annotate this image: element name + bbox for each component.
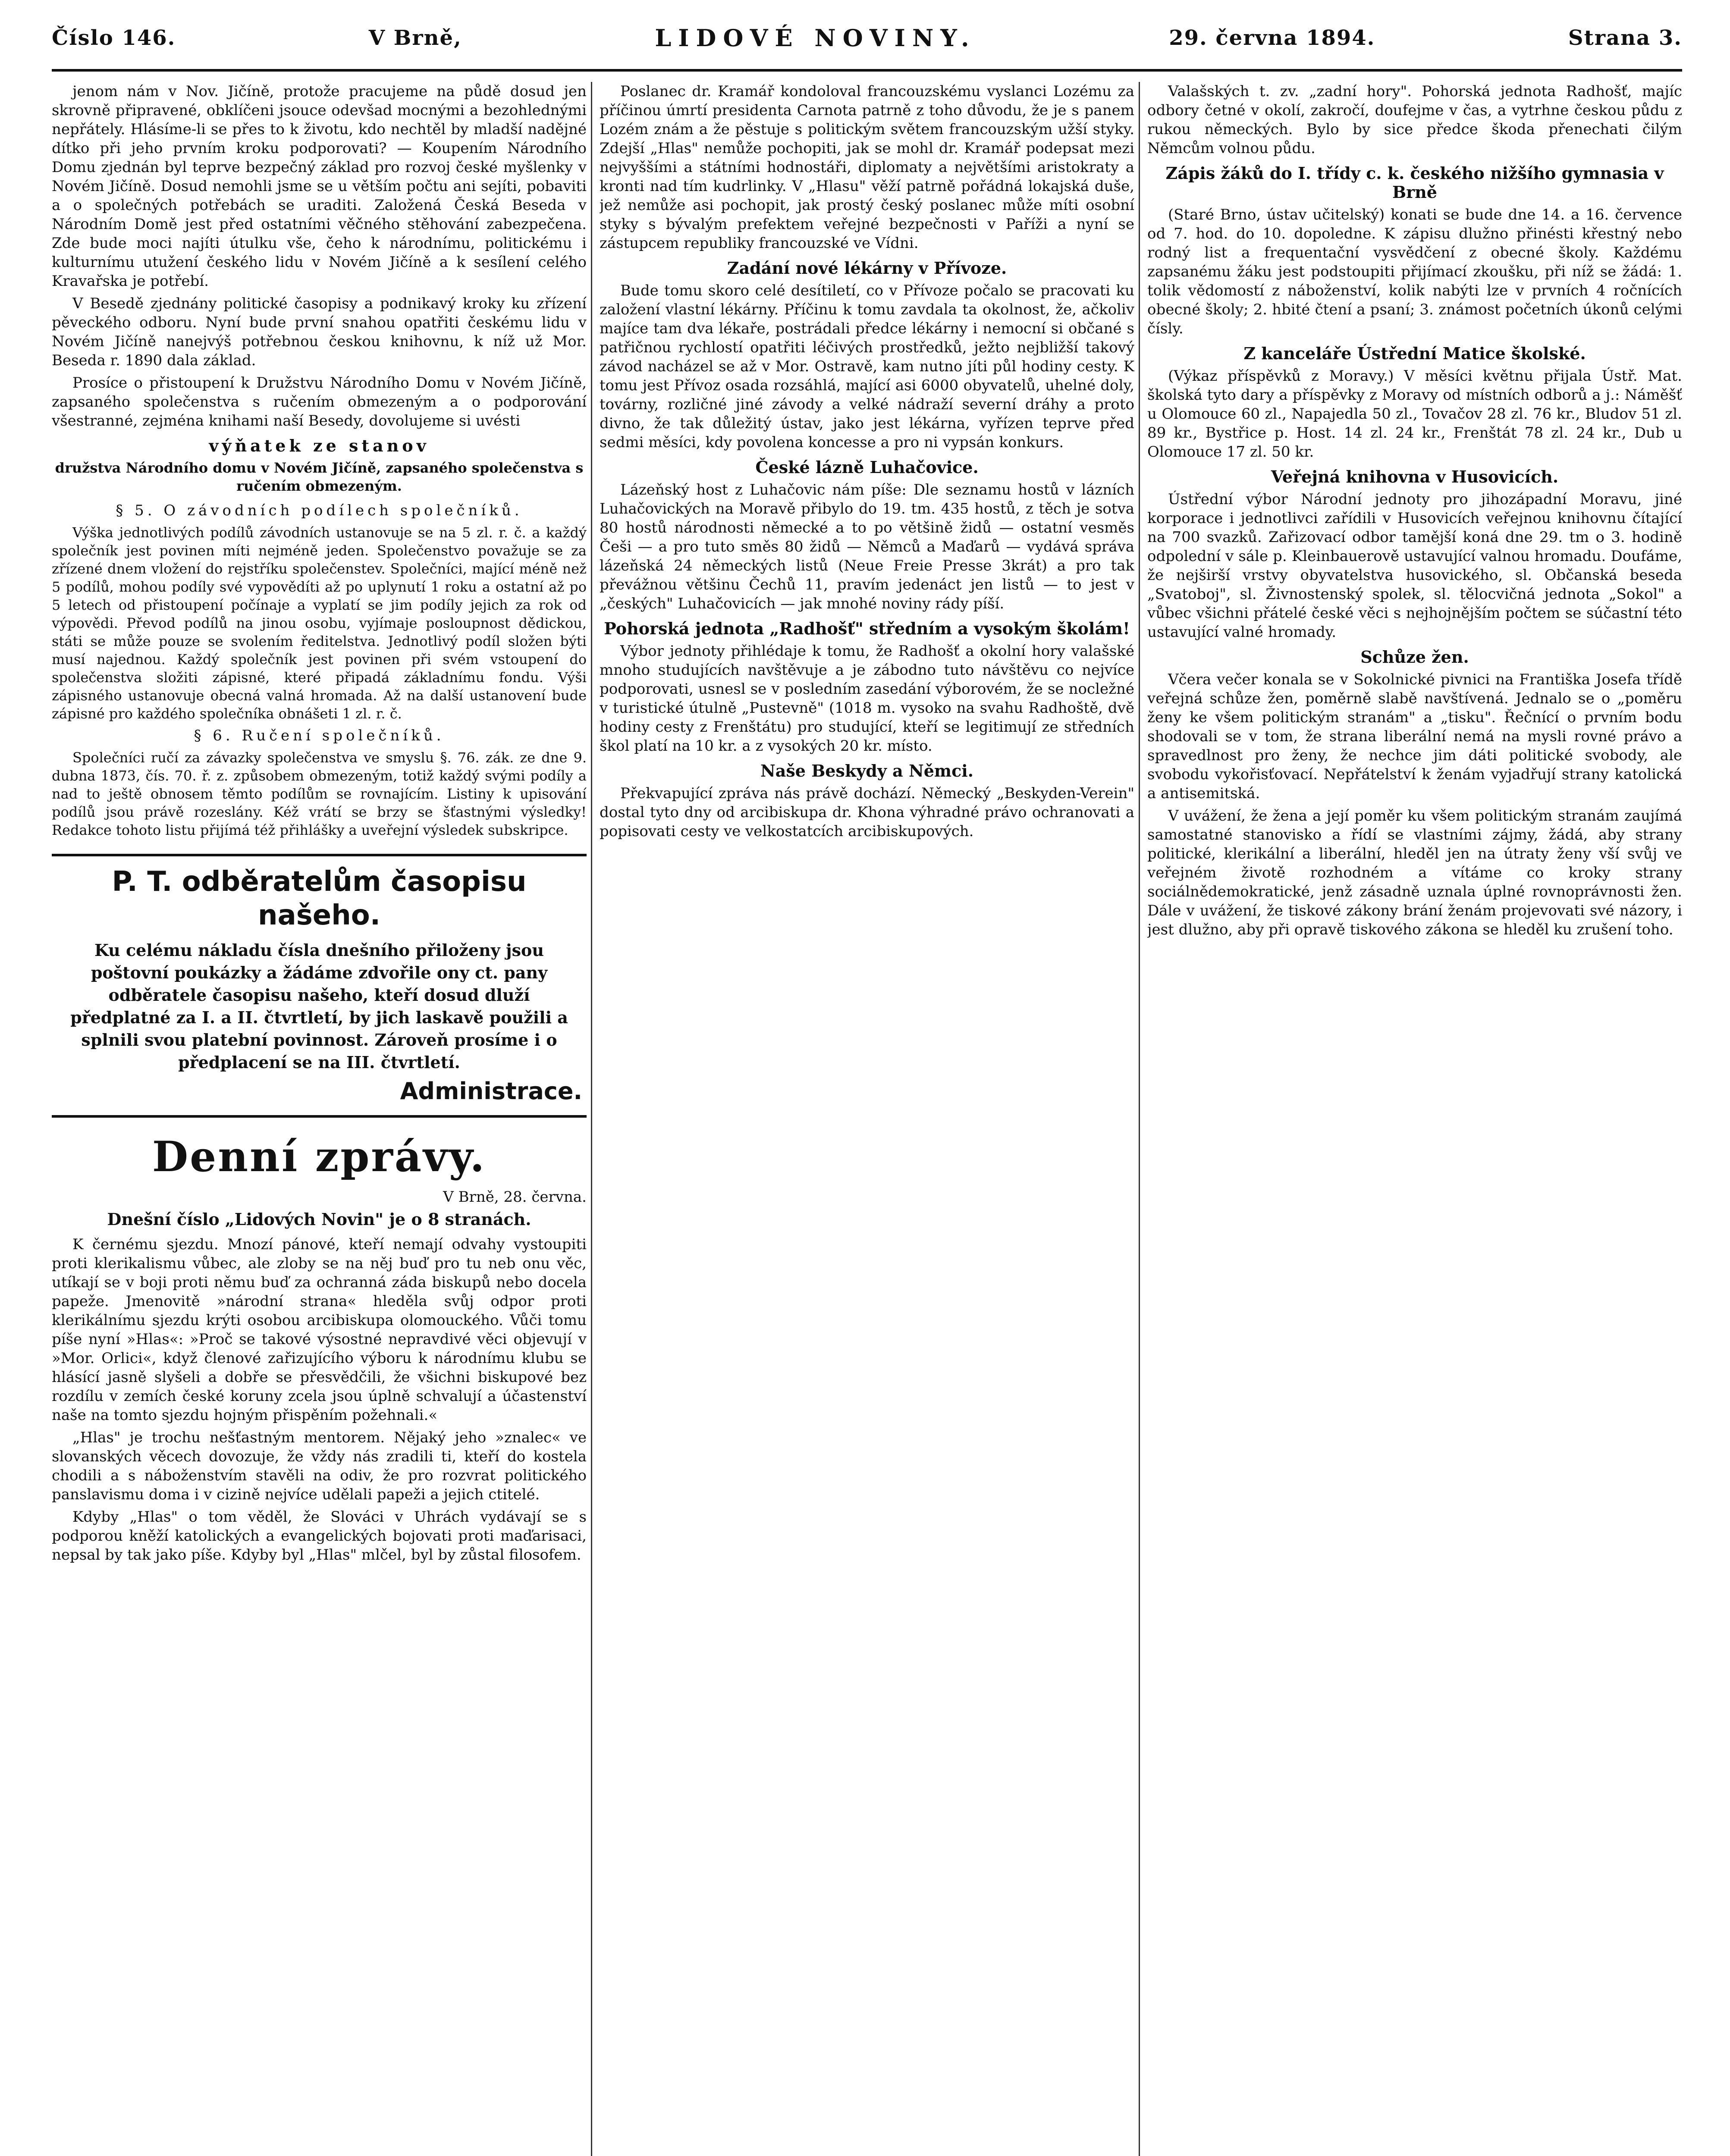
article-paragraph: Výbor jednoty přihlédaje k tomu, že Radhošť a okolní hory valašské mnoho studujících navštěvuje a je zábodno tuto návštěvu co nejvíce podporovati, usnesl se v posledním zasedání výborovém, že se nocležné v turistické útulně „Pustevně" (1018 m. vysoko na svahu Radhoště, dvě hodiny cesty z Frenštátu) pro studující, kteří se legitimují ze středních škol platí na 10 kr. a z vysokých 20 kr. místo. (600, 642, 1134, 755)
article-paragraph: V uvážení, že žena a její poměr ku všem politickým stranám zaujímá samostatné stanovisko a řídí se vlastními zájmy, žádá, aby strany politické, klerikální a liberální, hleděl jen na útraty ženy vší svůj ve veřejném životě rozhodném a vítáme co kroky strany sociálnědemokratické, jenž zásadně uznala úplné rovnoprávnosti žen. Dále v uvážení, že tiskové zákony brání ženám projevovati své názory, i jest dlužno, aby při opravě tiskového zákona se hleděl ku zrušení toho. (1147, 807, 1682, 938)
issue-number: Číslo 146. (52, 26, 176, 50)
column-3 (1147, 82, 1682, 2156)
issue-date: 29. června 1894. (1169, 26, 1375, 50)
article-paragraph: Lázeňský host z Luhačovic nám píše: Dle seznamu hostů v lázních Luhačovických na Moravě přibylo do 19. tm. 435 hostů, z těch je sotva 80 hostů národnosti německé a to po většině židů — ostatní vesměs Češi — a pro tuto směs 80 židů — Němců a Maďarů — vydává správa lázeňská 24 německých listů (Neue Freie Presse 3krát) a pro tak převážnou většinu Čechů 11, pravím jedenáct jen listů — to jest v „českých" Luhačovicích — jak mnohé noviny rády píší. (600, 481, 1134, 612)
column-1 (52, 82, 587, 2156)
article-paragraph: (Staré Brno, ústav učitelský) konati se bude dne 14. a 16. července od 7. hod. do 10. dopoledne. K zápisu dlužno přinésti křestný nebo rodný list a frequentační vysvědčení z obecné školy. Každému zapsanému žáku jest podstoupiti přijímací zkoušku, při níž se žádá: 1. tolik vědomostí z náboženství, kolik nabýti lze v prvních 4 ročnících obecné školy; 2. hbité čtení a psaní; 3. známost početních úkonů celými čísly. (1147, 206, 1682, 337)
article-heading: Z kanceláře Ústřední Matice školské. (1243, 344, 1586, 363)
article-heading: Zápis žáků do I. třídy c. k. českého nižšího gymnasia v Brně (1165, 163, 1664, 202)
statute-excerpt-subtitle: družstva Národního domu v Novém Jičíně, zapsaného společenstva s ručením obmezeným. (55, 460, 584, 494)
section-5-title: § 5. O závodních podílech společníků. (116, 502, 523, 519)
article-heading: Zadání nové lékárny v Přívoze. (727, 258, 1007, 278)
header-rule (52, 69, 1682, 72)
page-header (52, 12, 1682, 64)
daily-news-heading: Denní zprávy. (152, 1132, 487, 1181)
article-paragraph: Bude tomu skoro celé desítiletí, co v Přívoze počalo se pracovati ku založení vlastní lékárny. Příčinu k tomu zavdala ta okolnost, že, ačkoliv majíce tam dva lékaře, postrádali předce lékárny i nemocní si občané s patřičnou rychlostí opatřiti léčivých prostředků, ježto nejbližší takový závod nacházel se až v Mor. Ostravě, kam nutno jíti půl hodiny cesty. K tomu jest Přívoz osada rozsáhlá, mající asi 6000 obyvatelů, uhelné doly, továrny, rozličné jiné závody a velké nádraží severní dráhy a proto divno, že tak důležitý ústav, jako jest lékárna, vyřízen teprve před sedmi měsíci, kdy povolena koncesse a pro ni vypsán konkurs. (600, 282, 1134, 451)
article-heading: České lázně Luhačovice. (755, 458, 979, 477)
article-paragraph: Překvapující zpráva nás právě dochází. Německý „Beskyden-Verein" dostal tyto dny od arcibiskupa dr. Khona výhradné právo ochranovati a popisovati cesty ve velkostatcích arcibiskupových. (600, 785, 1134, 840)
column-divider-2 (1139, 82, 1140, 2156)
administration-signature: Administrace. (400, 1078, 582, 1105)
article-paragraph: Včera večer konala se v Sokolnické pivnici na Františka Josefa třídě veřejná schůze žen, poměrně slabě navštívená. Jednalo se o „poměru ženy ke všem politickým stranám" a „tisku". Řečnící o prvním bodu shodovali se v tom, že strana liberální nemá na mysli rovné právo a spravedlnost pro ženy, že nechce jim dáti politické svobody, ale svobodu vykořisťovací. Nepřátelství k ženám vyjadřují strany katolická a antisemitská. (1147, 671, 1682, 802)
article-heading: Naše Beskydy a Němci. (760, 761, 973, 780)
dateline: V Brně, 28. června. (443, 1188, 587, 1206)
article-paragraph: jenom nám v Nov. Jičíně, protože pracujeme na půdě dosud jen skrovně připravené, obklíčeni jsouce odevšad mocnými a bezohlednými nepřátely. Hlásíme-li se přes to k životu, kdo nechtěl by mladší nadějné dítko při jeho prvním kroku podporovati? — Koupením Národního Domu zjednán byl teprve bezpečný základ pro rozvoj české myšlenky v Novém Jičíně. Dosud nemohli jsme se u větším počtu ani sejíti, pobaviti a o společných potřebách se uraditi. Založená Česká Beseda v Národním Domě jest před ostatními věčného stěhování zabezpečena. Zde bude moci najíti útulku vše, čeho k národnímu, politickému i kulturnímu utužení českého lidu v Novém Jičíně a k sesílení celého Kravařska je potřebí. (52, 83, 587, 290)
issue-notice: Dnešní číslo „Lidových Novin" je o 8 stranách. (107, 1210, 531, 1229)
article-paragraph: Valašských t. zv. „zadní hory". Pohorská jednota Radhošť, majíc odbory četné v okolí, zakročí, doufejme v čas, a vytrhne českou půdu z rukou německých. Bylo by sice předce škoda přenechati čilým Němcům volnou půdu. (1147, 83, 1682, 157)
column-divider-1 (591, 82, 592, 2156)
city: V Brně, (368, 26, 462, 50)
article-paragraph: Ústřední výbor Národní jednoty pro jihozápadní Moravu, jiné korporace i jednotlivci zařídili v Husovicích veřejnou knihovnu čítající na 700 svazků. Zařizovací odbor tamější koná dne 29. tm o 3. hodině odpolední v sále p. Kleinbauerově ustavující valnou hromadu. Doufáme, že nejširší vrstvy obyvatelstva husovického, sl. Občanská beseda „Svatoboj", sl. Živnostenský spolek, sl. tělocvičná jednota „Sokol" a vůbec všichni přátelé české věci s nejhojnějším počtem se súčastní této ustavující valné hromady. (1147, 491, 1682, 641)
article-paragraph: (Výkaz příspěvků z Moravy.) V měsíci květnu přijala Ústř. Mat. školská tyto dary a příspěvky z Moravy od místních odborů a j.: Náměšť u Olomouce 60 zl., Napajedla 50 zl., Tovačov 28 zl. 76 kr., Bludov 51 zl. 89 kr., Bystřice p. Host. 14 zl. 24 kr., Frenštát 78 zl. 24 kr., Dub u Olomouce 17 zl. 50 kr. (1147, 367, 1682, 461)
page-number: Strana 3. (1568, 26, 1682, 50)
masthead: LIDOVÉ NOVINY. (655, 24, 976, 52)
article-paragraph: V Besedě zjednány politické časopisy a podnikavý kroky ku zřízení pěveckého odboru. Nyní bude první snahou opatřiti českému lidu v Novém Jičíně nanejvýš potřebnou českou knihovnu, k níž už Mor. Beseda r. 1890 dala základ. (52, 295, 587, 369)
article-heading: Veřejná knihovna v Husovicích. (1271, 467, 1559, 486)
article-paragraph: K černému sjezdu. Mnozí pánové, kteří nemají odvahy vystoupiti proti klerikalismu vůbec, ale zloby se na něj buď pro tu neb onu věc, utíkají se v boji proti němu buď za ochranná záda biskupů nebo docela papeže. Jmenovitě »národní strana« hleděla svůj odpor proti klerikálnímu sjezdu krýti osobou arcibiskupa olomouckého. Vůči tomu píše nyní »Hlas«: »Proč se takové výsostné nepravdivé věci objevují v »Mor. Orlici«, když členové zařizujícího výboru k národnímu klubu se hlásící jasně slyšeli a dobře se přesvědčili, že všichni biskupové bez rozdílu v zemích české koruny zcela jsou úplně schvalují a účastenství naše na tomto sjezdu hojným přispěním požehnali.« (52, 1236, 587, 1424)
article-paragraph: Kdyby „Hlas" o tom věděl, že Slováci v Uhrách vydávají se s podporou kněží katolických a evangelických bojovati proti maďarisaci, nepsal by tak jako píše. Kdyby byl „Hlas" mlčel, byl by zůstal filosofem. (52, 1508, 587, 1564)
article-paragraph: „Hlas" je trochu nešťastným mentorem. Nějaký jeho »znalec« ve slovanských věcech dovozuje, že vždy nás zradili ti, kteří do kostela chodili a s náboženstvím stavěli na odiv, že pro rozvrat politického panslavismu doma i v cizině nejvíce udělali papeži a jejich ctitelé. (52, 1429, 587, 1503)
column-2 (600, 82, 1134, 2156)
statute-excerpt-title: výňatek ze stanov (209, 436, 430, 455)
subscriber-notice-body: Ku celému nákladu čísla dnešního přiloženy jsou poštovní poukázky a žádáme zdvořile ony ct. pany odběratele časopisu našeho, kteří dosud dluží předplatné za I. a II. čtvrtletí, by jich laskavě použili a splnili svou platební povinnost. Zároveň prosíme i o předplacení se na III. čtvrtletí. (70, 940, 568, 1072)
article-paragraph: Prosíce o přistoupení k Družstvu Národního Domu v Novém Jičíně, zapsaného společenstva s ručením obmezeným a o podporování všestranné, zejména knihami naší Besedy, dovolujeme si uvésti (52, 374, 587, 429)
subscriber-notice-title: P. T. odběratelům časopisu našeho. (112, 866, 527, 931)
article-heading: Pohorská jednota „Radhošť" středním a vysokým školám! (604, 619, 1130, 638)
section-5-text: Výška jednotlivých podílů závodních ustanovuje se na 5 zl. r. č. a každý společník jest povinen míti nejméně jeden. Společenstvo považuje se za zřízené dnem vložení do rejstříku společenstev. Společníci, mající méně než 5 podílů, mohou podíly své vypovědíti až po uplynutí 1 roku a ostatní až po 5 letech od přistoupení počínaje a vyplatí se jim podíly jejich za rok od výpovědi. Převod podílů na jinou osobu, vyjímaje posloupnost dědickou, státi se může pouze se svolením ředitelstva. Jednotlivý podíl složen býti musí najednou. Každý společník jest povinen při svém vstoupení do společenstva složiti zápisné, které připadá základnímu fondu. Výši zápisného ustanovuje obecná valná hromada. Až na další ustanovení bude zápisné pro každého společníka obnášeti 1 zl. r. č. (52, 524, 587, 722)
section-6-title: § 6. Ručení společníků. (194, 727, 445, 744)
article-heading: Schůze žen. (1360, 647, 1469, 667)
subscriber-notice (52, 854, 587, 1118)
article-paragraph: Poslanec dr. Kramář kondoloval francouzskému vyslanci Lozému za příčinou úmrtí presidenta Carnota patrně z toho důvodu, že je s panem Lozém znám a že pěstuje s politickým světem francouzským užší styky. Zdejší „Hlas" nemůže pochopiti, jak se mohl dr. Kramář podepsat mezi nejvyššími a státními hodnostáři, diplomaty a největšími aristokraty a kronti nad tím kudrlinky. V „Hlasu" věží patrně pořádná lokajská duše, jež nemůže asi pochopit, jak prostý český poslanec může míti osobní styky s bývalým prefektem veřejné bezpečnosti v Paříži a nyní se zástupcem republiky francouzské ve Vídni. (600, 83, 1134, 252)
section-6-text: Společníci ručí za závazky společenstva ve smyslu §. 76. zák. ze dne 9. dubna 1873, čís. 70. ř. z. způsobem obmezeným, totiž každý svými podíly a nad to ještě obnosem těmto podílům se rovnajícím. Listiny k upisování podílů jsou právě rozeslány. Kéž vrátí se brzy se šťastnými výsledky! Redakce tohoto listu přijímá též přihlášky a uveřejní výsledek subskripce. (52, 749, 587, 838)
